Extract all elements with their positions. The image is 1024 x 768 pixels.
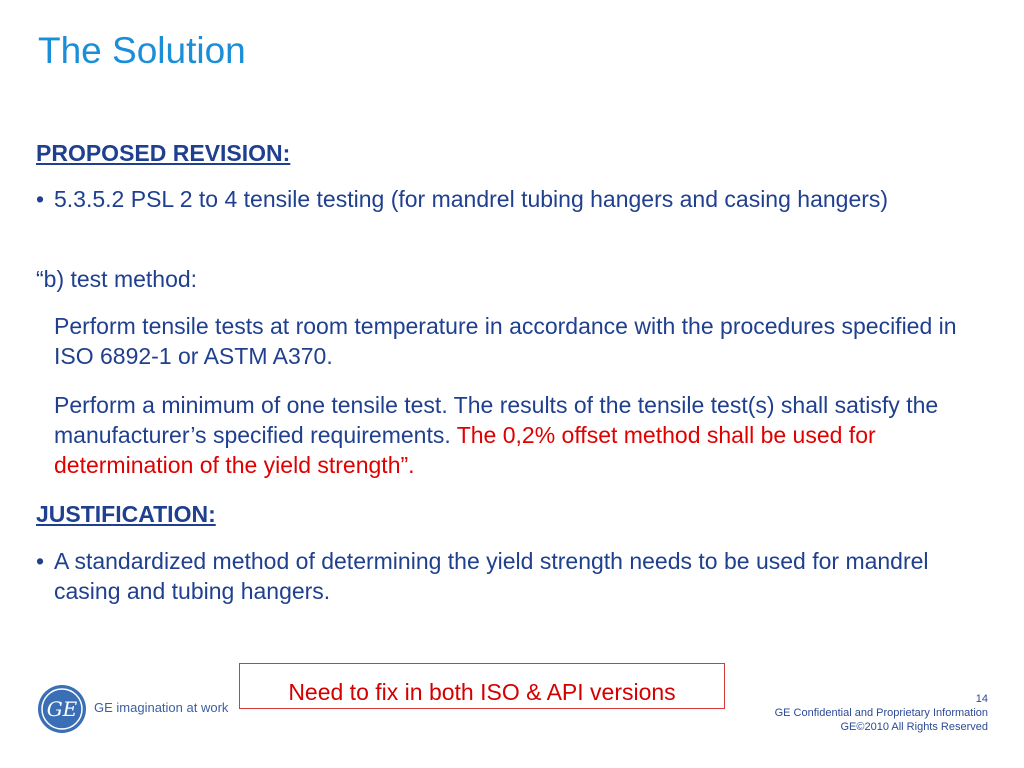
bullet-item-justification: [36, 546, 996, 606]
page-number: 14: [975, 693, 988, 705]
paragraph-minimum-test: [54, 390, 994, 480]
bullet-text: A standardized method of determining the yield strength needs to be used for mandrel casing and tubing hangers.: [54, 548, 929, 604]
bullet-icon: •: [36, 548, 45, 574]
svg-text:GE: GE: [46, 697, 78, 721]
ge-logo-icon: [37, 684, 87, 734]
justification-heading: JUSTIFICATION:: [36, 501, 216, 527]
paragraph-blue-text: Perform a minimum of one tensile test. The results of the tensile test(s) shall satisfy the manufacturer’s specified requirements.: [54, 392, 939, 448]
bullet-icon: •: [36, 186, 45, 212]
test-method-label: “b) test method:: [36, 266, 198, 292]
paragraph-red-text: The 0,2% offset method shall be used for determination of the yield strength”.: [54, 422, 876, 478]
callout-text: Need to fix in both ISO & API versions: [288, 679, 676, 705]
confidential-notice: GE Confidential and Proprietary Information: [774, 707, 988, 719]
bullet-item-psl-testing: [36, 184, 996, 214]
bullet-text: 5.3.5.2 PSL 2 to 4 tensile testing (for mandrel tubing hangers and casing hangers): [54, 186, 889, 212]
ge-logo: [37, 684, 87, 739]
proposed-revision-heading: PROPOSED REVISION:: [36, 140, 291, 166]
paragraph-tensile-tests: Perform tensile tests at room temperature in accordance with the procedures specified in ISO 6892-1 or ASTM A370.: [54, 313, 957, 369]
copyright-notice: GE©2010 All Rights Reserved: [840, 721, 988, 733]
footer-info: [775, 692, 988, 734]
slide-title: The Solution: [38, 30, 246, 71]
ge-tagline: GE imagination at work: [94, 700, 229, 715]
